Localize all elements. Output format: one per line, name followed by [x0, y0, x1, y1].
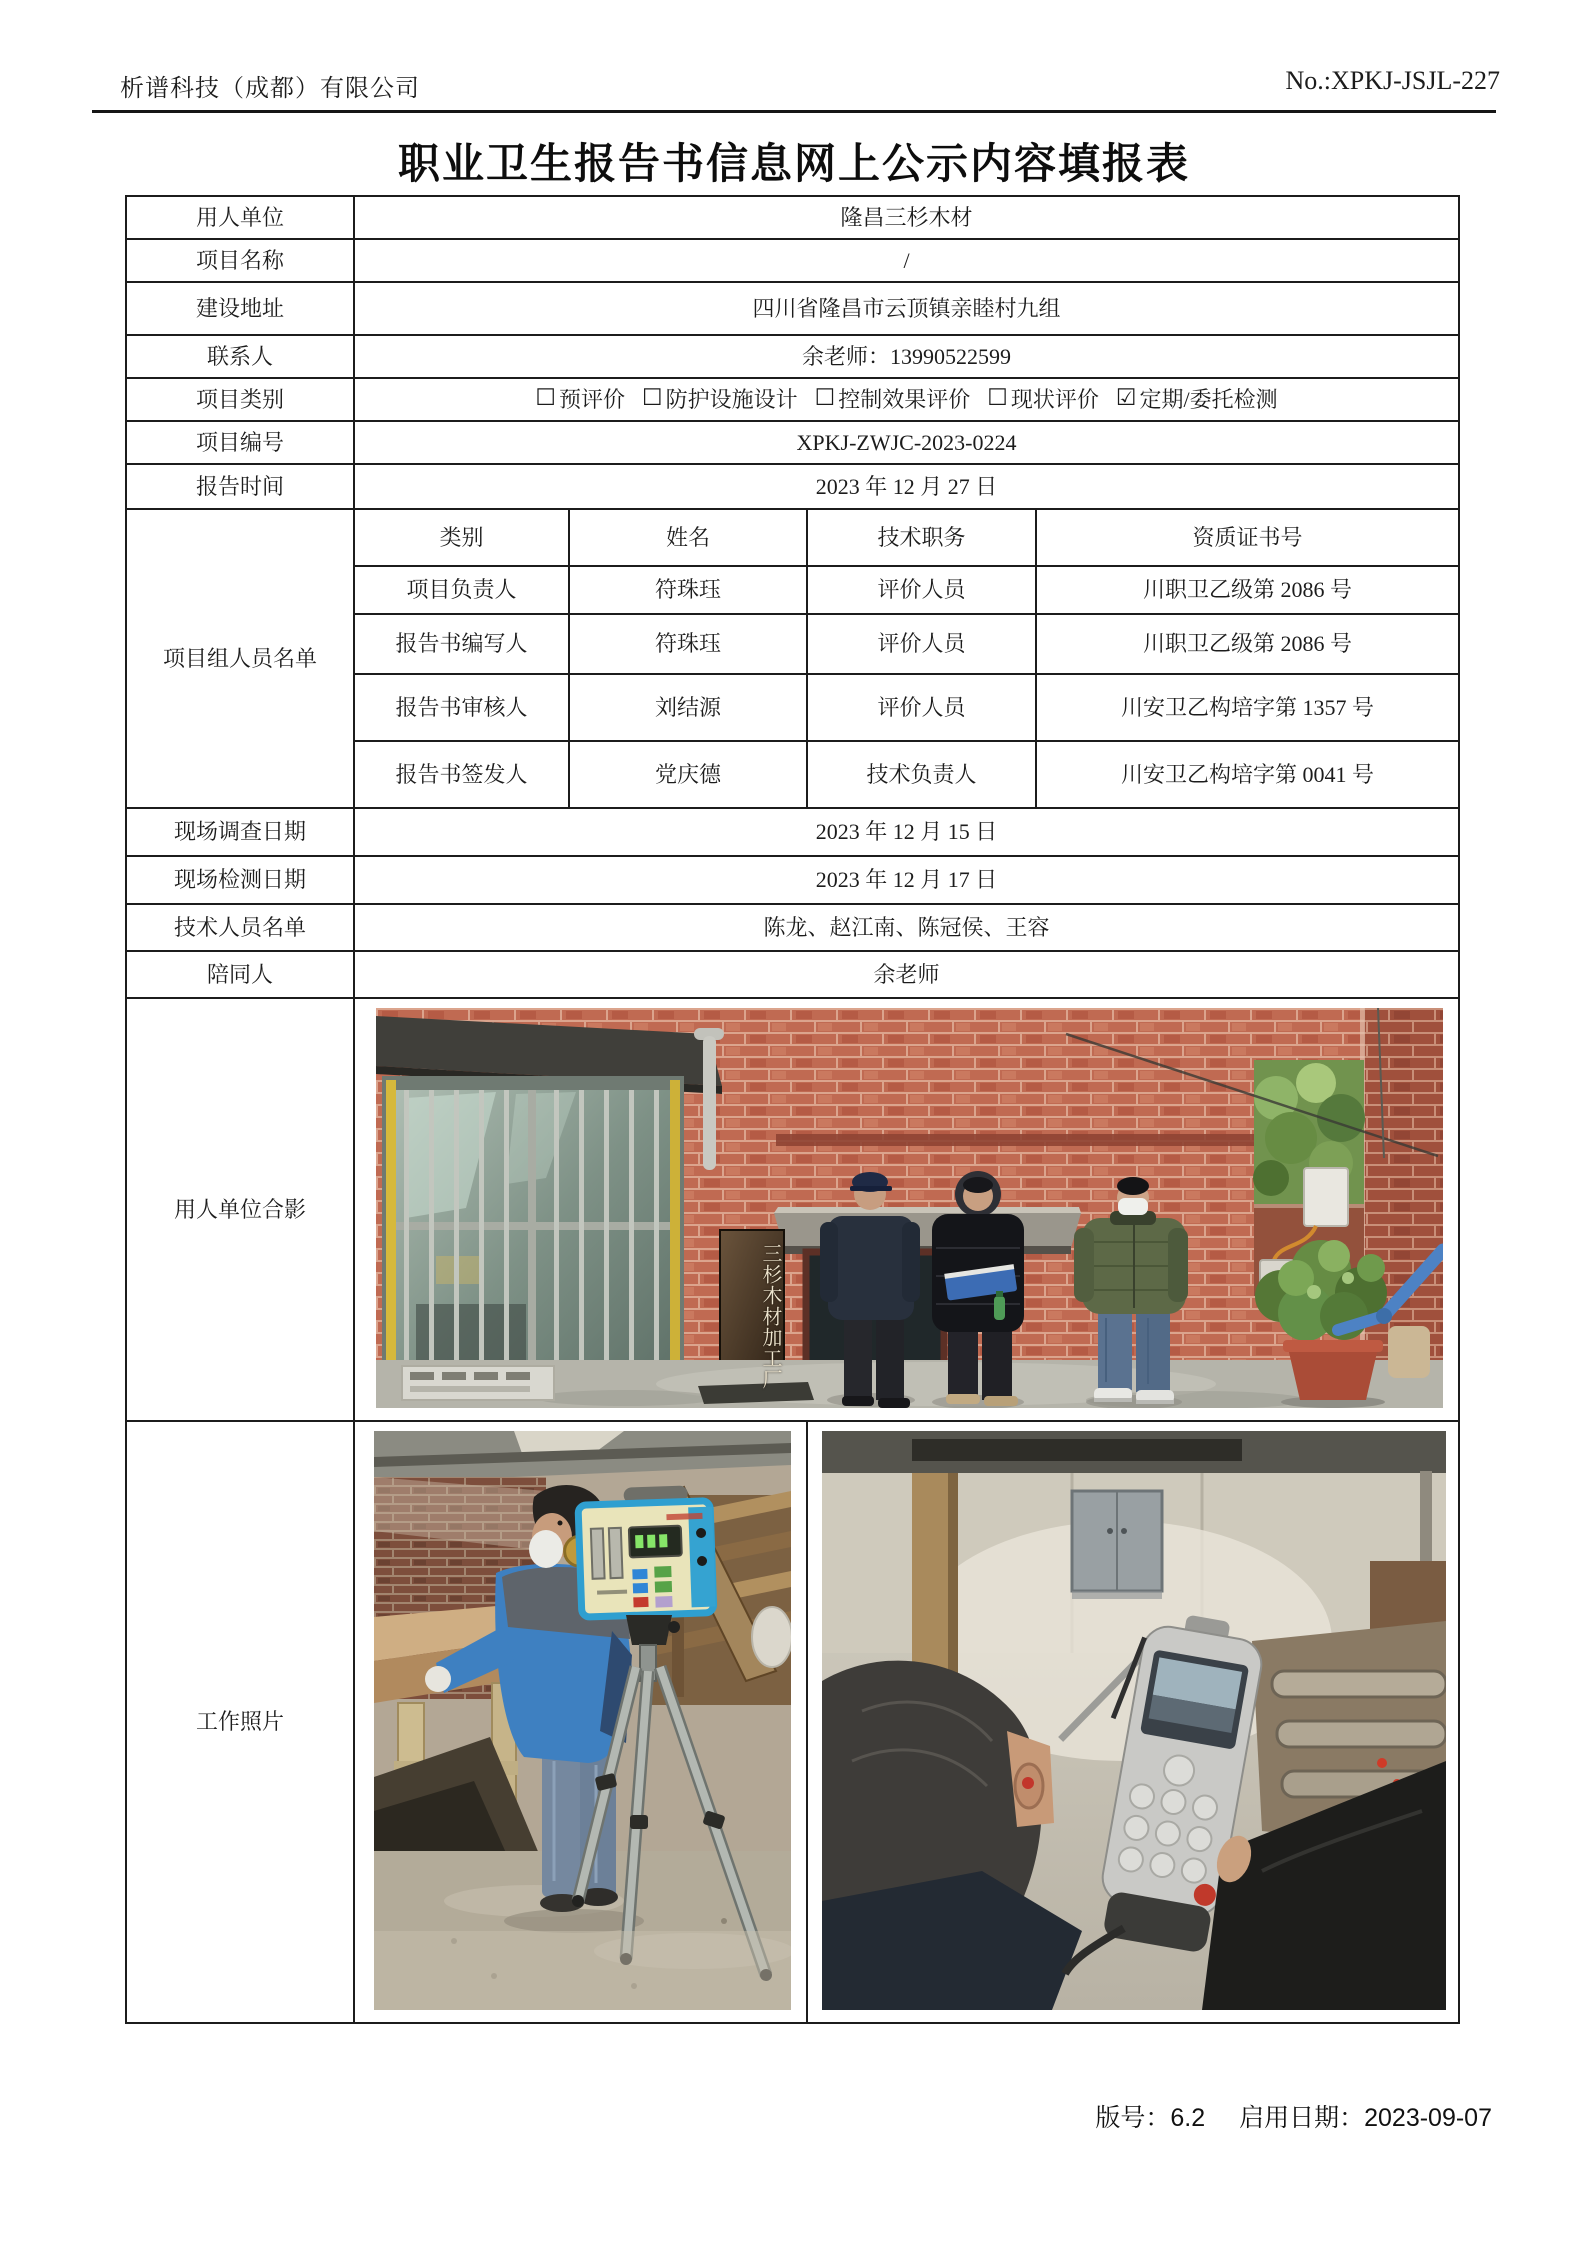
team-row-cert: 川职卫乙级第 2086 号 — [1037, 567, 1458, 615]
row-label-technicians: 技术人员名单 — [127, 905, 355, 952]
work-photo-dust-sampler — [374, 1431, 791, 2010]
noise-measuring-illustration — [822, 1431, 1446, 2010]
project-type-option — [642, 386, 798, 414]
team-row-name: 符珠珏 — [570, 615, 808, 675]
checkbox-unchecked-icon: ☐ — [987, 385, 1008, 411]
row-value-project-name: / — [355, 240, 1458, 283]
row-value-project-no: XPKJ-ZWJC-2023-0224 — [355, 422, 1458, 465]
team-row-cert: 川职卫乙级第 2086 号 — [1037, 615, 1458, 675]
footer-effective-date: 启用日期：2023-09-07 — [1239, 2104, 1492, 2132]
dust-sampler-instrument — [562, 1485, 715, 1618]
team-row-role: 报告书编写人 — [355, 615, 570, 675]
plastic-pallet — [402, 1366, 554, 1400]
row-label-project-type: 项目类别 — [127, 379, 355, 422]
row-label-report-time: 报告时间 — [127, 465, 355, 510]
row-value-contact: 余老师：13990522599 — [355, 336, 1458, 379]
header-company: 析谱科技（成都）有限公司 — [120, 76, 420, 102]
row-value-companion: 余老师 — [355, 952, 1458, 999]
team-row-cert: 川安卫乙构培字第 0041 号 — [1037, 742, 1458, 809]
form-table — [125, 195, 1460, 2024]
team-row-title: 评价人员 — [808, 675, 1037, 742]
row-value-project-type — [355, 379, 1458, 422]
team-row-name: 符珠珏 — [570, 567, 808, 615]
project-type-option — [815, 386, 971, 414]
checkbox-unchecked-icon: ☐ — [641, 385, 663, 411]
row-value-employer: 隆昌三杉木材 — [355, 197, 1458, 240]
option-label: 现状评价 — [1010, 386, 1099, 412]
row-label-contact: 联系人 — [127, 336, 355, 379]
dust-sampling-illustration — [374, 1431, 791, 2010]
option-label: 预评价 — [558, 386, 625, 412]
group-photo-cell — [355, 999, 1458, 1422]
team-col-title: 技术职务 — [808, 510, 1037, 567]
header-doc-number: No.:XPKJ-JSJL-227 — [1285, 66, 1500, 95]
row-value-detect-date: 2023 年 12 月 17 日 — [355, 857, 1458, 905]
row-value-survey-date: 2023 年 12 月 15 日 — [355, 809, 1458, 857]
page-title: 职业卫生报告书信息网上公示内容填报表 — [397, 140, 1190, 187]
team-row-name: 刘结源 — [570, 675, 808, 742]
row-label-group-photo: 用人单位合影 — [127, 999, 355, 1422]
team-row-role: 报告书审核人 — [355, 675, 570, 742]
team-col-category: 类别 — [355, 510, 570, 567]
checkbox-checked-icon: ☑ — [1115, 385, 1137, 411]
option-label: 定期/委托检测 — [1139, 386, 1278, 412]
team-row-name: 党庆德 — [570, 742, 808, 809]
ceiling-beam — [822, 1431, 1446, 1473]
team-col-name: 姓名 — [570, 510, 808, 567]
project-type-option — [987, 386, 1099, 414]
header-rule — [92, 110, 1496, 113]
row-value-report-time: 2023 年 12 月 27 日 — [355, 465, 1458, 510]
barred-window — [382, 1076, 684, 1408]
work-photo-right-cell — [808, 1422, 1458, 2022]
row-label-project-name: 项目名称 — [127, 240, 355, 283]
team-section-label: 项目组人员名单 — [127, 510, 355, 809]
work-photo-sound-meter — [822, 1431, 1446, 2010]
row-label-employer: 用人单位 — [127, 197, 355, 240]
dust-haze — [374, 1931, 791, 2010]
team-row-title: 技术负责人 — [808, 742, 1037, 809]
group-photo — [376, 1008, 1443, 1408]
work-photo-left-cell — [355, 1422, 808, 2022]
team-row-role: 报告书签发人 — [355, 742, 570, 809]
factory-sign-text: 三杉木材加工厂 — [759, 1242, 781, 1390]
option-label: 控制效果评价 — [838, 386, 971, 412]
row-value-address: 四川省隆昌市云顶镇亲睦村九组 — [355, 283, 1458, 336]
team-row-title: 评价人员 — [808, 615, 1037, 675]
row-label-project-no: 项目编号 — [127, 422, 355, 465]
option-label: 防护设施设计 — [665, 386, 798, 412]
team-row-cert: 川安卫乙构培字第 1357 号 — [1037, 675, 1458, 742]
team-row-title: 评价人员 — [808, 567, 1037, 615]
footer-version: 版号：6.2 — [1095, 2104, 1206, 2132]
row-label-address: 建设地址 — [127, 283, 355, 336]
footer — [1095, 2098, 1492, 2134]
team-row-role: 项目负责人 — [355, 567, 570, 615]
row-label-survey-date: 现场调查日期 — [127, 809, 355, 857]
electrical-cabinet — [1072, 1491, 1162, 1599]
group-photo-illustration — [376, 1008, 1443, 1408]
project-type-option-selected — [1116, 386, 1278, 414]
row-label-work-photos: 工作照片 — [127, 1422, 355, 2022]
row-label-detect-date: 现场检测日期 — [127, 857, 355, 905]
team-col-cert: 资质证书号 — [1037, 510, 1458, 567]
project-type-option — [535, 386, 625, 414]
checkbox-unchecked-icon: ☐ — [535, 385, 556, 411]
row-value-technicians: 陈龙、赵江南、陈冠侯、王容 — [355, 905, 1458, 952]
row-label-companion: 陪同人 — [127, 952, 355, 999]
checkbox-unchecked-icon: ☐ — [814, 385, 836, 411]
